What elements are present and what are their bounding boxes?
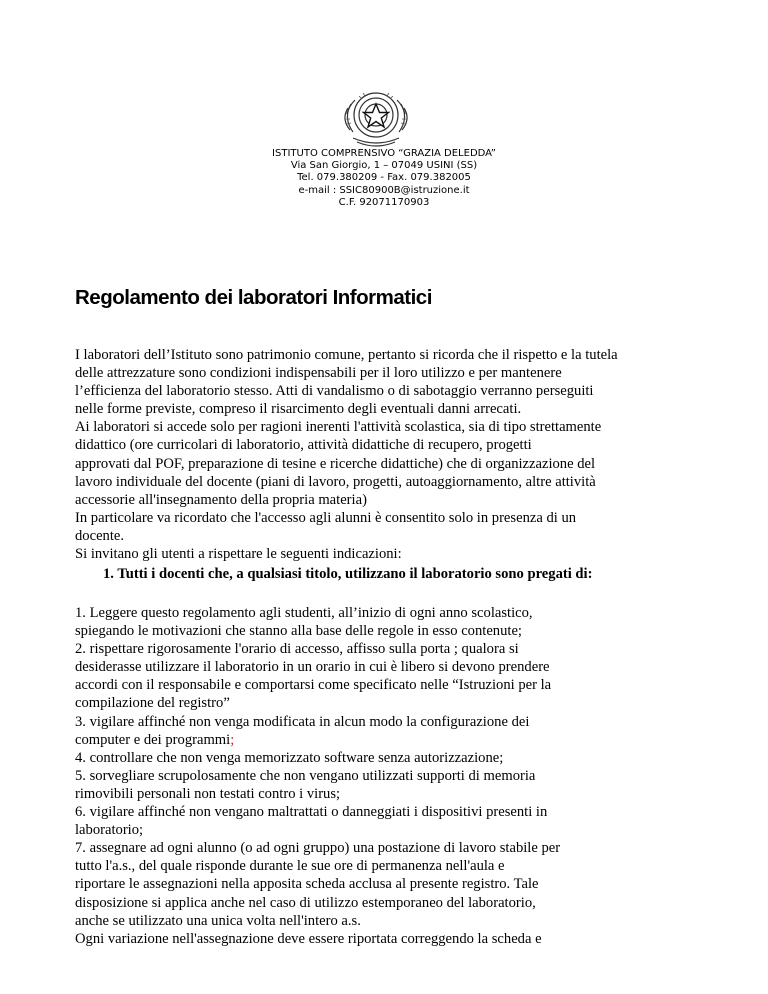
text-line: l’efficienza del laboratorio stesso. Atti di vandalismo o di sabotaggio verranno perseguiti (75, 383, 594, 400)
text-line: I laboratori dell’Istituto sono patrimonio comune, pertanto si ricorda che il rispetto e la tutela (75, 347, 618, 363)
rule-line: 6. vigilare affinché non vengano maltrattati o danneggiati i dispositivi presenti in (75, 804, 548, 821)
text-line: approvati dal POF, preparazione di tesine e ricerche didattiche) che di organizzazione del (75, 455, 596, 472)
rules-list (75, 604, 725, 948)
rule-line: 1. Leggere questo regolamento agli studenti, all’inizio di ogni anno scolastico, (75, 605, 533, 621)
rule-line: compilazione del registro” (75, 695, 230, 712)
rule-line: 2. rispettare rigorosamente l'orario di accesso, affisso sulla porta ; qualora si (75, 641, 519, 658)
institute-phone-fax: Tel. 079.380209 - Fax. 079.382005 (297, 172, 471, 184)
rule-line: 4. controllare che non venga memorizzato software senza autorizzazione; (75, 749, 504, 766)
text-line: accessorie all'insegnamento della propria materia) (75, 491, 367, 508)
rule-line: desiderasse utilizzare il laboratorio in un orario in cui è libero si devono prendere (75, 659, 550, 676)
rule-line: 7. assegnare ad ogni alunno (o ad ogni gruppo) una postazione di lavoro stabile per (75, 840, 561, 857)
rule-line: tutto l'a.s., del quale risponde durante le sue ore di permanenza nell'aula e (75, 858, 505, 875)
rule-line-text: computer e dei programmi (75, 731, 231, 748)
rule-line: riportare le assegnazioni nella apposita scheda acclusa al presente registro. Tale (75, 876, 539, 893)
text-line: delle attrezzature sono condizioni indispensabili per il loro utilizzo e per mantenere (75, 365, 562, 382)
rule-line: Ogni variazione nell'assegnazione deve essere riportata correggendo la scheda e (75, 930, 542, 947)
rule-line: anche se utilizzato una unica volta nell'intero a.s. (75, 912, 361, 929)
red-semicolon: ; (230, 731, 235, 748)
rule-line: laboratorio; (75, 822, 144, 839)
institute-header (180, 148, 588, 209)
text-line: docente. (75, 527, 125, 544)
section-heading: 1. Tutti i docenti che, a qualsiasi titolo, utilizzano il laboratorio sono pregati di: (103, 566, 593, 582)
rule-line: 3. vigilare affinché non venga modificata in alcun modo la configurazione dei (75, 713, 530, 730)
rule-line: 5. sorvegliare scrupolosamente che non vengano utilizzati supporti di memoria (75, 767, 536, 784)
intro-paragraph (75, 346, 725, 563)
text-line: didattico (ore curricolari di laboratorio, attività didattiche di recupero, progetti (75, 437, 532, 454)
text-line: Ai laboratori si accede solo per ragioni inerenti l'attività scolastica, sia di tipo strettamente (75, 419, 602, 436)
institute-email: e-mail : SSIC80900B@istruzione.it (298, 184, 470, 196)
italian-republic-emblem-icon (333, 84, 419, 152)
institute-tax-code: C.F. 92071170903 (338, 196, 430, 208)
institute-address: Via San Giorgio, 1 – 07049 USINI (SS) (290, 160, 478, 172)
institute-name: ISTITUTO COMPRENSIVO “GRAZIA DELEDDA” (272, 148, 496, 159)
text-line: In particolare va ricordato che l'accesso agli alunni è consentito solo in presenza di un (75, 509, 577, 526)
text-line: lavoro individuale del docente (piani di lavoro, progetti, autoaggiornamento, altre attività (75, 473, 596, 490)
rule-line (75, 731, 725, 749)
text-line: Si invitano gli utenti a rispettare le seguenti indicazioni: (75, 546, 402, 563)
page-title: Regolamento dei laboratori Informatici (75, 286, 432, 309)
rule-line: accordi con il responsabile e comportarsi come specificato nelle “Istruzioni per la (75, 677, 552, 694)
text-line: nelle forme previste, compreso il risarcimento degli eventuali danni arrecati. (75, 401, 522, 418)
rule-line: spiegando le motivazioni che stanno alla base delle regole in esso contenute; (75, 623, 522, 640)
rule-line: rimovibili personali non testati contro i virus; (75, 785, 341, 802)
rule-line: disposizione si applica anche nel caso di utilizzo estemporaneo del laboratorio, (75, 894, 536, 911)
